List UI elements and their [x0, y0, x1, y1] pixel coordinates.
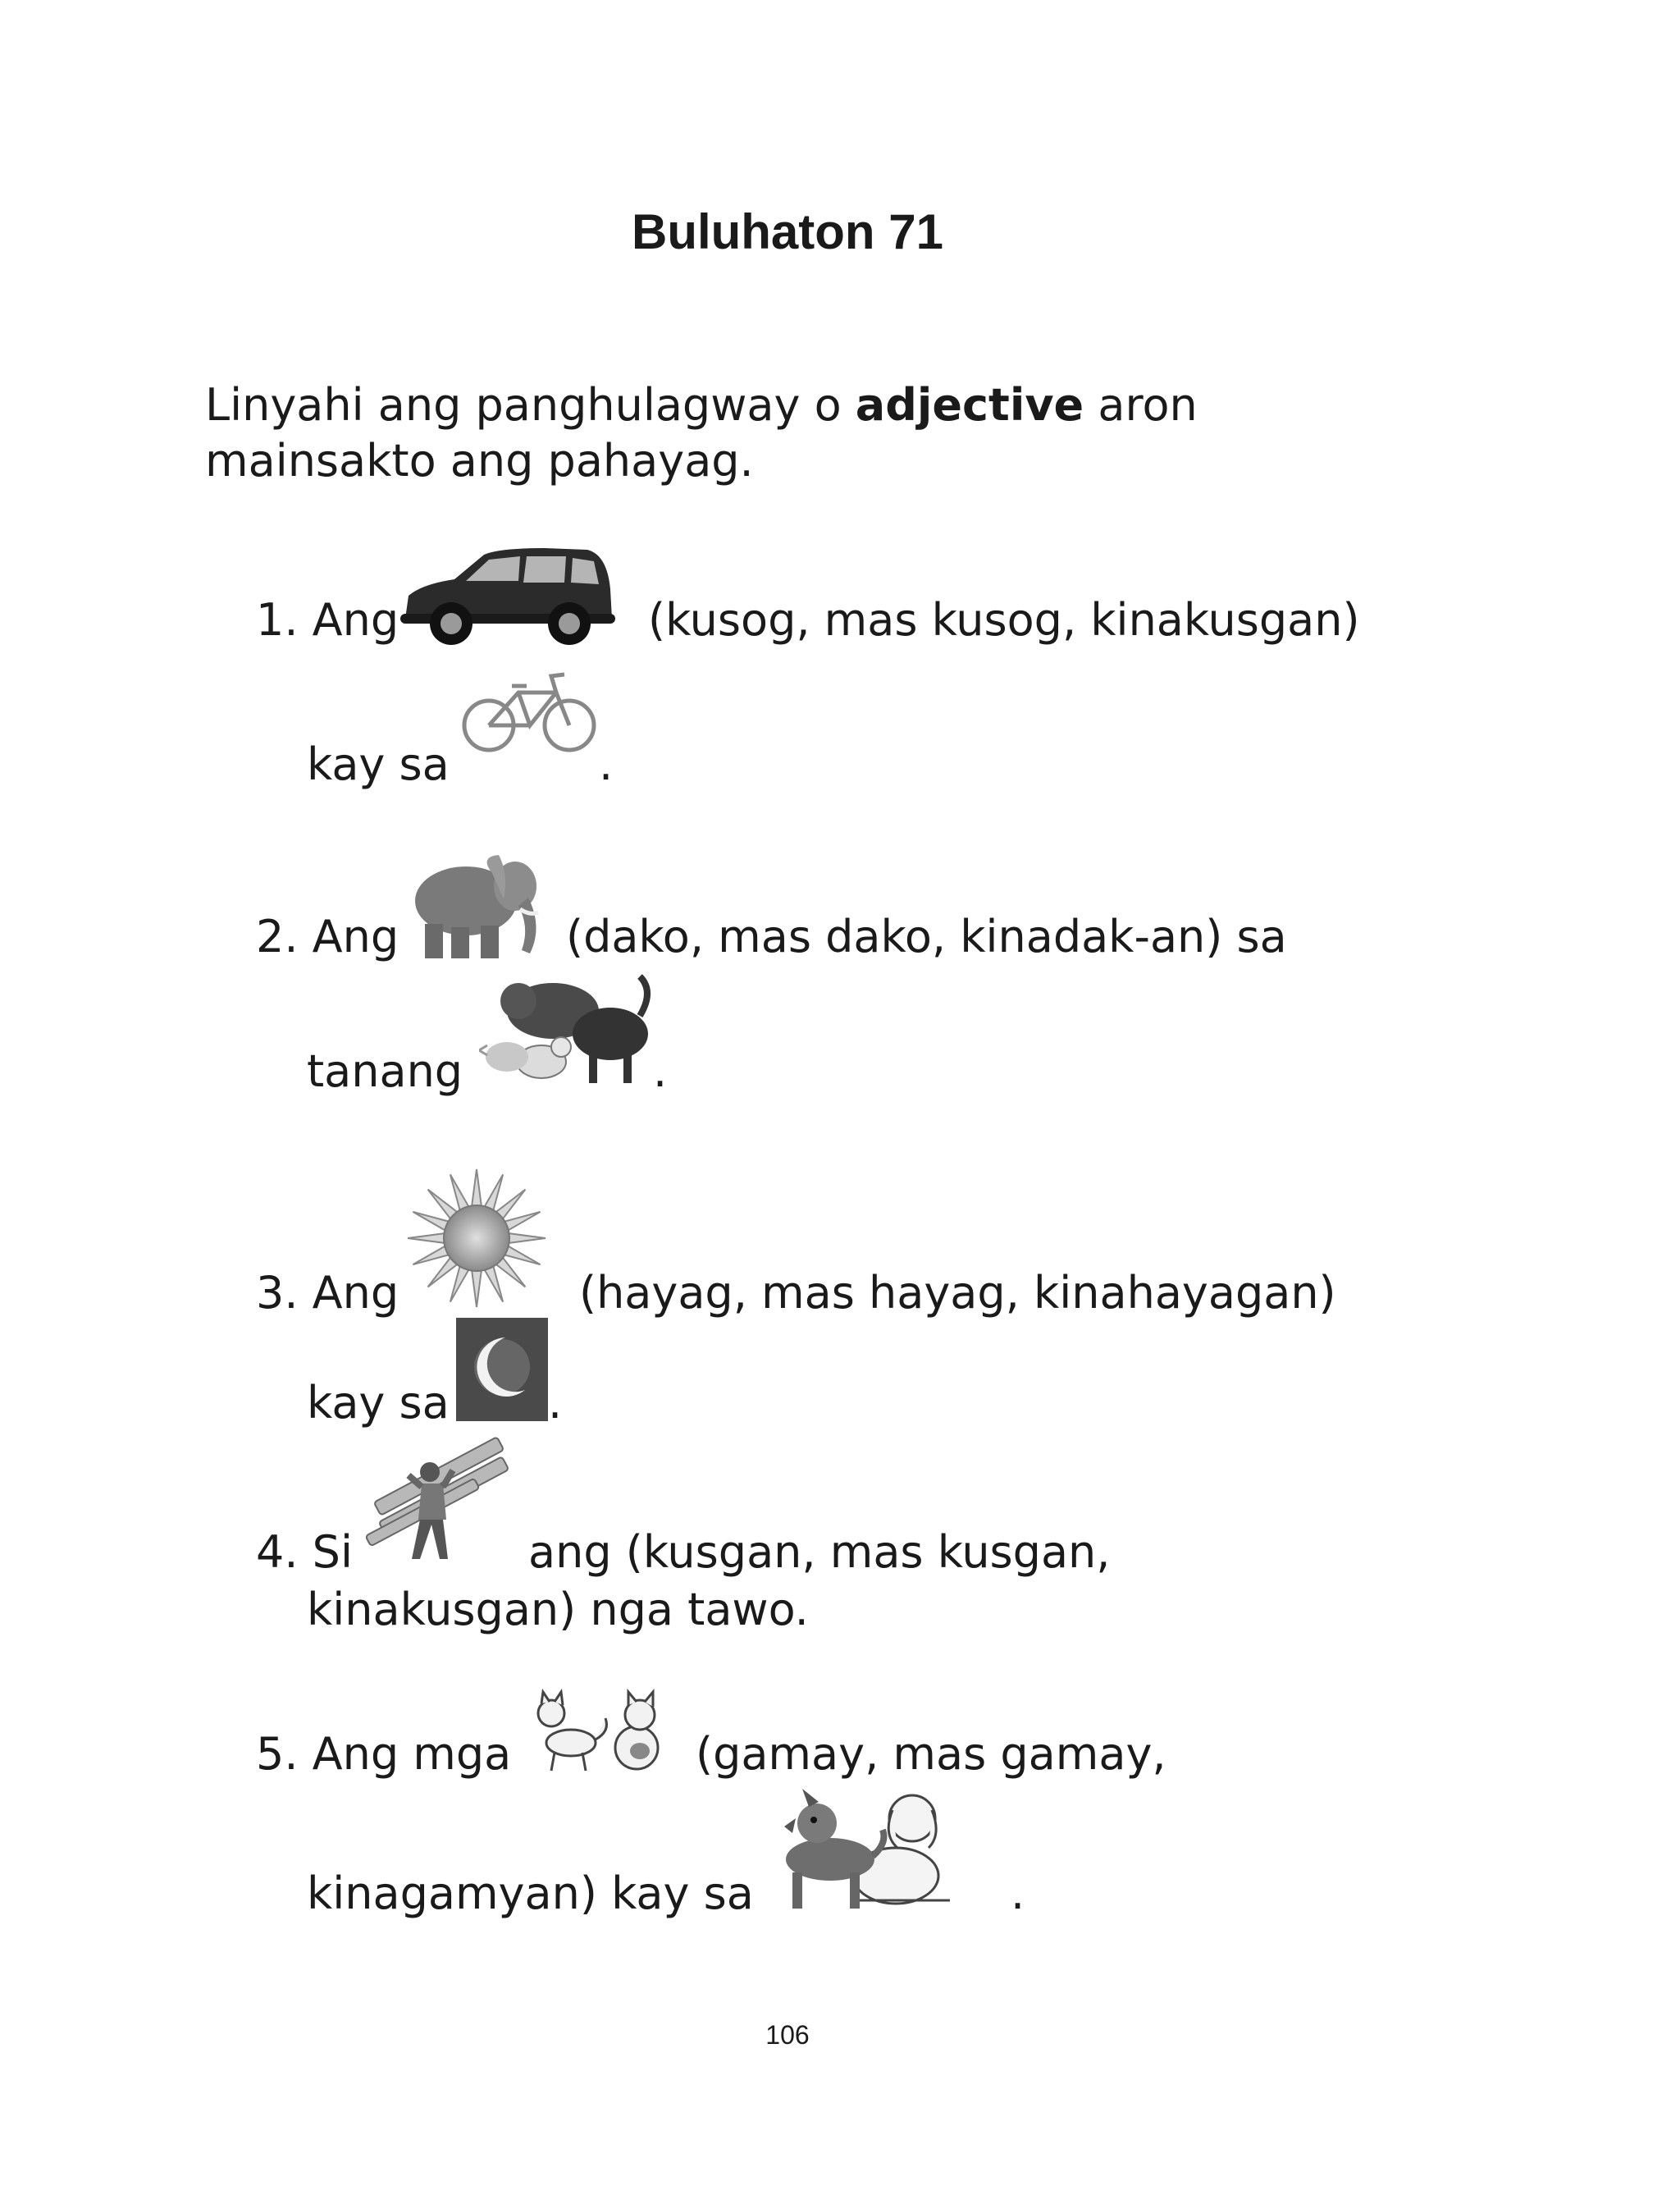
- adjective-term: adjective: [855, 379, 1084, 431]
- item-4-choices: ang (kusgan, mas kusgan,: [528, 1526, 1111, 1578]
- item-2-number-word: 2. Ang: [256, 911, 399, 962]
- instructions: [205, 377, 1198, 489]
- item-3-choices: (hayag, mas hayag, kinahayagan): [579, 1267, 1336, 1319]
- item-5-choices: (gamay, mas gamay,: [696, 1728, 1166, 1780]
- item-3-comparison: kay sa: [307, 1377, 450, 1429]
- item-1-comparison: kay sa: [307, 738, 450, 790]
- page-number: 106: [765, 2020, 810, 2050]
- page-title: Buluhaton 71: [631, 204, 943, 259]
- item-5-comparison: kinagamyan) kay sa: [307, 1868, 754, 1919]
- item-1-choices: (kusog, mas kusog, kinakusgan): [648, 594, 1360, 646]
- animals-group-icon: [479, 958, 660, 1090]
- item-2-comparison: tanang: [307, 1045, 463, 1097]
- sun-ray: [472, 1269, 482, 1308]
- item-2-period: .: [653, 1045, 668, 1097]
- sun-icon: [405, 1167, 548, 1310]
- sun-ray: [408, 1233, 446, 1243]
- dogs-icon: [760, 1777, 956, 1917]
- item-5-number-word: 5. Ang mga: [256, 1728, 512, 1780]
- sun-ray: [472, 1169, 482, 1208]
- sun-ray: [508, 1233, 546, 1243]
- item-1-period: .: [599, 738, 614, 790]
- strong-man-icon: [361, 1428, 512, 1564]
- instructions-line-1: Linyahi ang panghulagway o adjective aron: [205, 379, 1198, 431]
- item-4-continuation: kinakusgan) nga tawo.: [307, 1584, 809, 1635]
- car-icon: [397, 543, 617, 647]
- item-3-number-word: 3. Ang: [256, 1267, 399, 1319]
- item-5-period: .: [1011, 1868, 1025, 1919]
- instructions-line-2: mainsakto ang pahayag.: [205, 435, 754, 487]
- item-3-period: .: [548, 1377, 563, 1429]
- elephant-icon: [407, 848, 545, 962]
- item-1-number-word: 1. Ang: [256, 594, 399, 646]
- bicycle-icon: [459, 665, 599, 755]
- moon-icon: [456, 1318, 548, 1421]
- cats-icon: [532, 1685, 671, 1776]
- item-2-choices: (dako, mas dako, kinadak-an) sa: [566, 911, 1287, 962]
- item-4-number-word: 4. Si: [256, 1526, 353, 1578]
